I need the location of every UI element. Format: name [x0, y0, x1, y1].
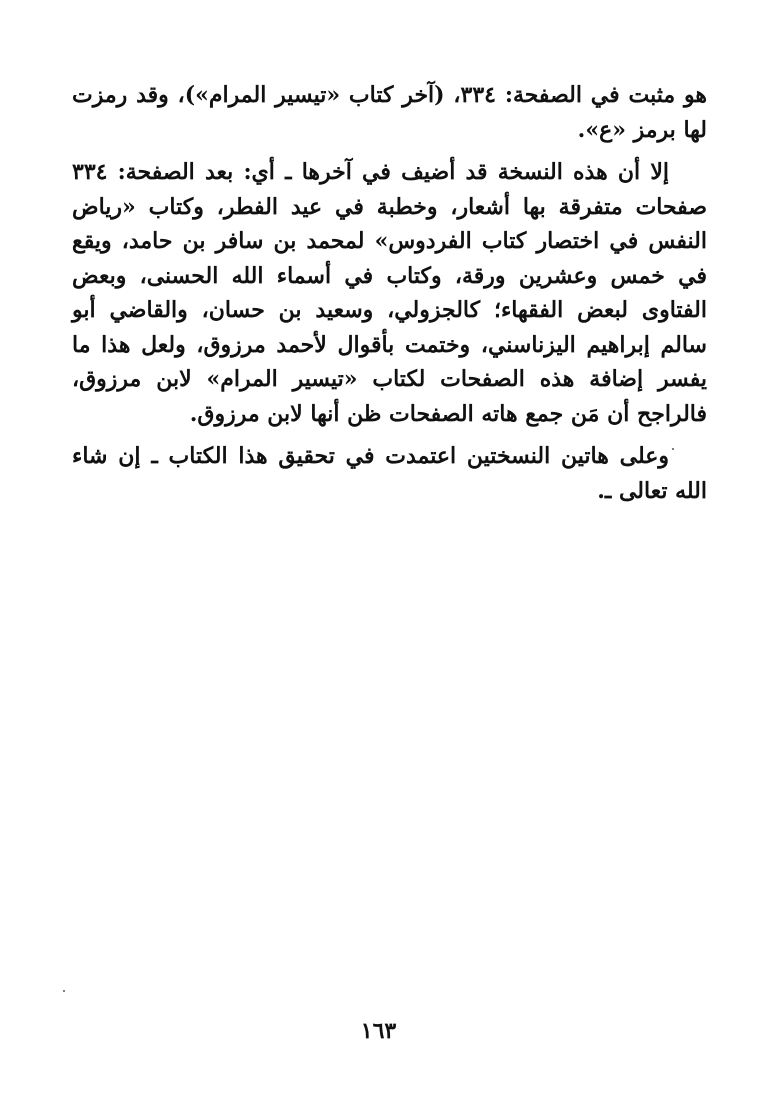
paragraph-1: هو مثبت في الصفحة: ٣٣٤، (آخر كتاب «تيسير المرام»)، وقد رمزت لها برمز «ع».	[72, 82, 707, 143]
scan-speck	[63, 990, 65, 992]
paragraph-2: إلا أن هذه النسخة قد أضيف في آخرها ـ أي: بعد الصفحة: ٣٣٤ صفحات متفرقة بها أشعار، وخطبة في عيد الفطر، وكتاب «رياض النفس في اختصار كتاب الفردوس» لمحمد بن سافر بن حامد، ويقع في خمس وعشرين ورقة، وكتاب في أسماء الله الحسنى، وبعض الفتاوى لبعض الفقهاء؛ كالجزولي، وسعيد بن حسان، والقاضي أبو سالم إبراهيم اليزناسني، وختمت بأقوال لأحمد مرزوق، ولعل هذا ما يفسر إضافة هذه الصفحات لكتاب «تيسير المرام» لابن مرزوق، فالراجح أن مَن جمع هاته الصفحات ظن أنها لابن مرزوق.	[72, 159, 707, 427]
page-number: ١٦٣	[360, 1018, 397, 1044]
scan-speck	[672, 448, 674, 450]
paragraph-3: وعلى هاتين النسختين اعتمدت في تحقيق هذا الكتاب ـ إن شاء الله تعالى ـ.	[72, 443, 707, 504]
body-text	[72, 78, 707, 516]
